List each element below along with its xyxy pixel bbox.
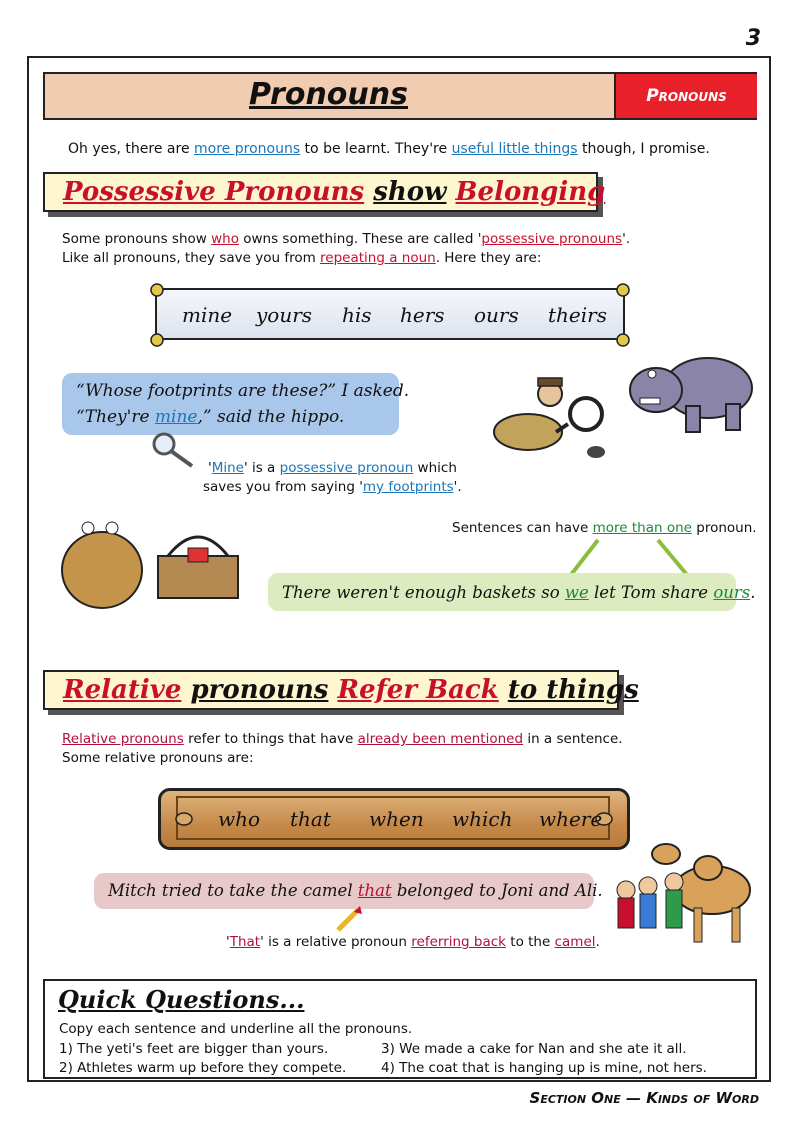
text: in a sentence. bbox=[523, 731, 623, 747]
text: Mitch tried to take the camel bbox=[108, 881, 358, 900]
link-more-than-one: more than one bbox=[592, 520, 692, 536]
pronoun-word: when bbox=[369, 807, 424, 831]
text: ' is a relative pronoun bbox=[260, 934, 412, 950]
highlight-that: that bbox=[357, 881, 392, 900]
pronoun-word: hers bbox=[400, 303, 445, 327]
heading-word: Possessive Pronouns bbox=[63, 177, 365, 207]
pronoun-word: ours bbox=[474, 303, 519, 327]
heading-word: to things bbox=[507, 675, 639, 705]
text: to the bbox=[506, 934, 555, 950]
camel-kids-illustration bbox=[608, 838, 758, 948]
section-tag bbox=[614, 74, 757, 118]
example-sentence bbox=[282, 580, 756, 606]
text: belonged to Joni and Ali. bbox=[391, 881, 603, 900]
pin-icon bbox=[617, 334, 629, 346]
text: “They're bbox=[76, 407, 155, 427]
text: which bbox=[413, 460, 457, 476]
link-relative-pronouns: Relative pronouns bbox=[62, 731, 184, 747]
intro-text bbox=[68, 141, 710, 157]
text: ' bbox=[208, 460, 212, 476]
text: let Tom share bbox=[588, 583, 714, 602]
text: pronoun. bbox=[691, 520, 757, 536]
heading-word: Belonging bbox=[455, 177, 606, 207]
relative-heading bbox=[43, 670, 639, 710]
quick-questions-instruction: Copy each sentence and underline all the pronouns. bbox=[59, 1021, 413, 1037]
magnifying-glass-icon bbox=[150, 430, 200, 470]
relative-line-2: Some relative pronouns are: bbox=[62, 750, 254, 766]
text: Sentences can have bbox=[452, 520, 593, 536]
note-line-1 bbox=[208, 459, 457, 478]
link-referring-back: referring back bbox=[411, 934, 506, 950]
highlight-that: That bbox=[229, 934, 261, 950]
highlight-mine: Mine bbox=[211, 460, 244, 476]
screw-icon bbox=[176, 813, 192, 825]
relative-sentence bbox=[108, 878, 603, 904]
link-camel: camel bbox=[554, 934, 596, 950]
heading-word: Relative bbox=[63, 675, 182, 705]
heading-word: Refer Back bbox=[337, 675, 499, 705]
intro-pre: Oh yes, there are bbox=[68, 141, 195, 157]
intro-link-useful: useful little things bbox=[451, 141, 578, 157]
text: Some pronouns show bbox=[62, 231, 212, 247]
footer-label: Section One — Kinds of Word bbox=[529, 1089, 759, 1107]
pin-icon bbox=[151, 284, 163, 296]
pronoun-word: yours bbox=[256, 303, 313, 327]
heading-word: pronouns bbox=[190, 675, 329, 705]
text: There weren't enough baskets so bbox=[282, 583, 565, 602]
pronoun-word: mine bbox=[182, 303, 233, 327]
quote-line-2 bbox=[76, 404, 344, 430]
text: saves you from saying ' bbox=[203, 479, 363, 495]
text: refer to things that have bbox=[183, 731, 358, 747]
hippo-illustration bbox=[622, 348, 762, 438]
link-repeating-noun: repeating a noun bbox=[320, 250, 436, 266]
text: . Here they are: bbox=[435, 250, 542, 266]
text: owns something. These are called ' bbox=[238, 231, 482, 247]
pronoun-word: that bbox=[290, 807, 331, 831]
relative-line-1 bbox=[62, 730, 623, 749]
pin-icon bbox=[617, 284, 629, 296]
toad-basket-illustration bbox=[58, 508, 258, 612]
link-possessive-pronouns: possessive pronouns bbox=[481, 231, 623, 247]
intro-post: though, I promise. bbox=[577, 141, 710, 157]
highlight-ours: ours bbox=[713, 583, 751, 602]
link-who: who bbox=[211, 231, 239, 247]
pronoun-word: his bbox=[342, 303, 372, 327]
pin-icon bbox=[151, 334, 163, 346]
pencil-arrow-icon bbox=[334, 904, 364, 934]
text: . bbox=[595, 934, 600, 950]
question-item: 4) The coat that is hanging up is mine, not hers. bbox=[381, 1060, 707, 1076]
question-item: 3) We made a cake for Nan and she ate it all. bbox=[381, 1041, 687, 1057]
page-title: Pronouns bbox=[248, 76, 408, 112]
highlight-we: we bbox=[564, 583, 589, 602]
arrow-icon bbox=[570, 540, 598, 576]
note-line-2 bbox=[203, 478, 462, 497]
page-number: 3 bbox=[745, 26, 761, 51]
quote-line-1: “Whose footprints are these?” I asked. bbox=[76, 381, 410, 401]
link-already-mentioned: already been mentioned bbox=[357, 731, 524, 747]
question-item: 2) Athletes warm up before they compete. bbox=[59, 1060, 347, 1076]
intro-mid: to be learnt. They're bbox=[300, 141, 452, 157]
possessive-heading bbox=[43, 172, 606, 212]
intro-link-more-pronouns: more pronouns bbox=[194, 141, 301, 157]
detective-illustration bbox=[468, 372, 618, 464]
text: ' is a bbox=[243, 460, 280, 476]
link-my-footprints: my footprints bbox=[362, 479, 454, 495]
heading-word: show bbox=[373, 177, 447, 207]
possessive-line-1 bbox=[62, 230, 630, 249]
pronoun-word: theirs bbox=[548, 303, 607, 327]
arrow-icon bbox=[658, 540, 688, 576]
question-item: 1) The yeti's feet are bigger than yours. bbox=[59, 1041, 329, 1057]
highlight-mine: mine bbox=[154, 407, 198, 427]
text: ,” said the hippo. bbox=[197, 407, 345, 427]
text: ' bbox=[226, 934, 230, 950]
pronoun-word: which bbox=[452, 807, 513, 831]
text: '. bbox=[453, 479, 462, 495]
possessive-line-2 bbox=[62, 249, 541, 268]
pronoun-word: who bbox=[218, 807, 261, 831]
section-footer bbox=[530, 1089, 759, 1107]
link-possessive-pronoun: possessive pronoun bbox=[279, 460, 414, 476]
relative-note bbox=[226, 933, 600, 952]
text: . bbox=[750, 583, 756, 602]
text: Like all pronouns, they save you from bbox=[62, 250, 321, 266]
text: '. bbox=[622, 231, 631, 247]
quick-questions-title: Quick Questions... bbox=[58, 985, 305, 1014]
pronoun-word: where bbox=[539, 807, 603, 831]
section-tag-label: Pronouns bbox=[646, 86, 727, 106]
